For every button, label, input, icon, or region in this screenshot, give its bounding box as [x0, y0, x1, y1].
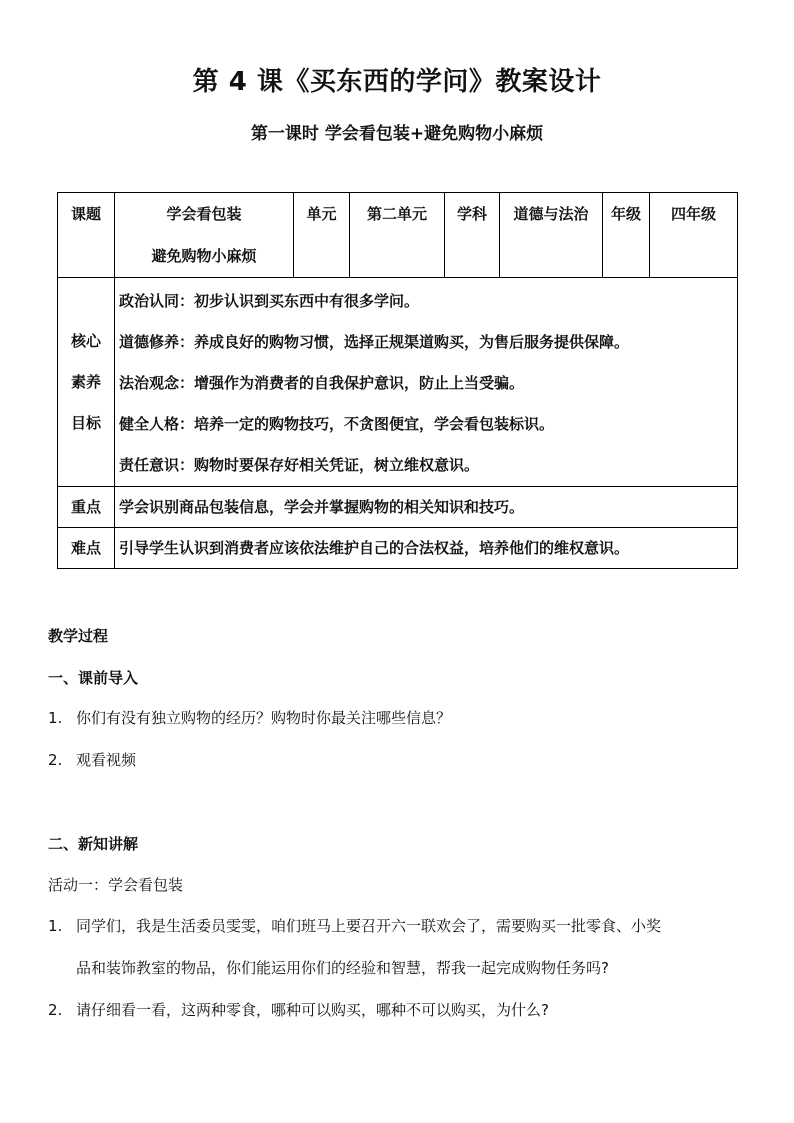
- process-heading: 教学过程: [48, 627, 109, 645]
- goal-item: 健全人格：培养一定的购物技巧，不贪图便宜，学会看包装标识。: [119, 415, 555, 433]
- grade-value: 四年级: [670, 205, 716, 223]
- table-row-key-point: [58, 487, 738, 528]
- grade-label: 年级: [610, 205, 641, 223]
- grade-value-cell: [650, 193, 738, 278]
- list-item-text: 你们有没有独立购物的经历？购物时你最关注哪些信息？: [76, 709, 452, 727]
- table-row-difficult-point: [58, 528, 738, 569]
- goal-item: 道德修养：养成良好的购物习惯，选择正规渠道购买，为售后服务提供保障。: [119, 333, 630, 351]
- part1-heading: 一、课前导入: [48, 669, 139, 687]
- topic-label-cell: [58, 193, 115, 278]
- unit-label-cell: [294, 193, 350, 278]
- topic-line-1: 学会看包装: [166, 205, 242, 223]
- goals-label-2: 素养: [70, 372, 101, 391]
- list-item-text-line-2: 品和装饰教室的物品，你们能运用你们的经验和智慧，帮我一起完成购物任务吗?: [76, 959, 609, 977]
- list-item-number: 1.: [48, 917, 63, 935]
- grade-label-cell: [603, 193, 650, 278]
- key-value: 学会识别商品包装信息，学会并掌握购物的相关知识和技巧。: [115, 487, 738, 528]
- goals-label-1: 核心: [70, 331, 101, 350]
- goals-label-cell: [58, 278, 115, 487]
- goals-list-cell: [115, 278, 738, 487]
- subject-label-cell: [445, 193, 500, 278]
- list-item-text: 观看视频: [76, 751, 137, 769]
- list-item-text: 请仔细看一看，这两种零食，哪种可以购买，哪种不可以购买，为什么?: [76, 1001, 549, 1019]
- topic-line-2: 避免购物小麻烦: [151, 247, 257, 265]
- key-label: 重点: [58, 487, 115, 528]
- table-row-goals: [58, 278, 738, 487]
- goal-item: 法治观念：增强作为消费者的自我保护意识，防止上当受骗。: [119, 374, 525, 392]
- list-item-text-line-1: 同学们，我是生活委员雯雯，咱们班马上要召开六一联欢会了，需要购买一批零食、小奖: [76, 917, 662, 935]
- unit-value-cell: [350, 193, 445, 278]
- page-title: 第 4 课《买东西的学问》教案设计: [192, 67, 602, 97]
- activity-1-heading: 活动一：学会看包装: [48, 876, 184, 894]
- list-item-number: 1.: [48, 709, 63, 727]
- unit-label: 单元: [306, 205, 337, 223]
- goal-item: 政治认同：初步认识到买东西中有很多学问。: [119, 292, 420, 310]
- goal-item: 责任意识：购物时要保存好相关凭证，树立维权意识。: [119, 456, 480, 474]
- list-item-number: 2.: [48, 1001, 63, 1019]
- subject-value: 道德与法治: [513, 205, 589, 223]
- unit-value: 第二单元: [366, 205, 427, 223]
- goals-label-3: 目标: [70, 413, 101, 432]
- page-subtitle: 第一课时 学会看包装+避免购物小麻烦: [250, 124, 544, 144]
- list-item-number: 2.: [48, 751, 63, 769]
- topic-label: 课题: [70, 205, 101, 223]
- table-row-header: [58, 193, 738, 278]
- difficult-label: 难点: [58, 528, 115, 569]
- subject-label: 学科: [456, 205, 487, 223]
- subject-value-cell: [500, 193, 603, 278]
- part2-heading: 二、新知讲解: [48, 835, 139, 853]
- lesson-info-table: [57, 192, 738, 569]
- difficult-value: 引导学生认识到消费者应该依法维护自己的合法权益，培养他们的维权意识。: [115, 528, 738, 569]
- topic-value-cell: [115, 193, 294, 278]
